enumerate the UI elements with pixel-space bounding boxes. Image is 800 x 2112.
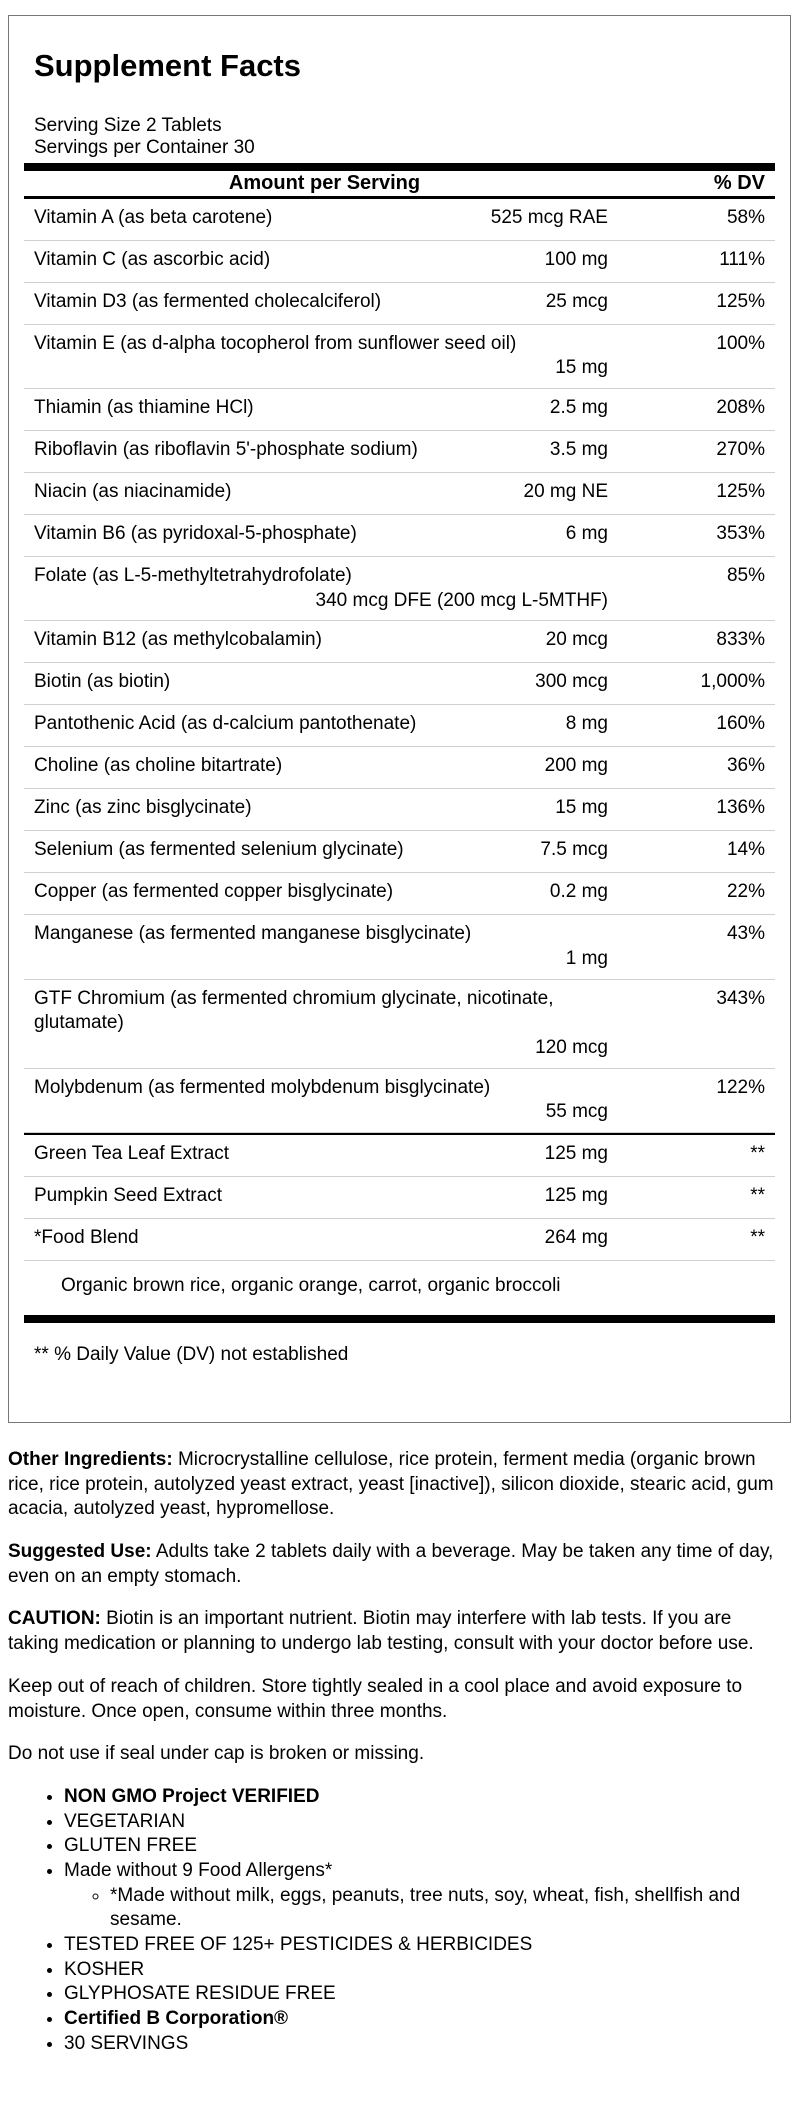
gluten-free-claim: GLUTEN FREE [64,1835,198,1857]
nutrient-row [24,241,775,283]
seal-paragraph: Do not use if seal under cap is broken or missing. [8,1743,425,1765]
nutrient-row [24,621,775,663]
serving-info [34,115,775,159]
allergens-sublist [64,1884,778,1933]
nutrient-amount: 6 mg [565,522,608,544]
bottom-divider-bar [24,1315,775,1323]
amount-per-serving-header: Amount per Serving [228,171,421,194]
nutrient-row [24,557,775,621]
nutrient-name: Vitamin E (as d-alpha tocopherol from sunflower seed oil) [34,332,517,354]
nutrient-dv: 1,000% [700,671,765,693]
nutrient-dv: 100% [716,332,765,354]
nutrient-amount: 200 mg [544,755,608,777]
list-item [110,1884,778,1933]
suggested-use-label: Suggested Use: [8,1541,152,1563]
nutrient-amount: 20 mg NE [523,480,608,502]
nutrient-name: Vitamin B6 (as pyridoxal-5-phosphate) [34,522,357,544]
list-item [64,1785,778,1810]
extract-name: Green Tea Leaf Extract [34,1143,230,1165]
extract-dv: ** [750,1185,765,1207]
nutrient-amount: 300 mcg [535,671,608,693]
other-ingredients-paragraph [8,1448,778,1522]
nutrient-row [24,663,775,705]
serving-size: Serving Size 2 Tablets [34,115,222,137]
caution-label: CAUTION: [8,1608,101,1630]
servings-claim: 30 SERVINGS [64,2032,189,2054]
nutrient-name: Pantothenic Acid (as d-calcium pantothenate) [34,713,417,735]
extract-name: Pumpkin Seed Extract [34,1185,222,1207]
list-item [64,1933,778,1958]
allergens-note: *Made without milk, eggs, peanuts, tree nuts, soy, wheat, fish, shellfish and sesame. [110,1884,741,1931]
nutrient-name: Manganese (as fermented manganese bisglycinate) [34,923,472,945]
servings-per-container: Servings per Container 30 [34,137,255,159]
nutrient-amount: 525 mcg RAE [490,206,608,228]
list-item [64,2032,778,2057]
nutrient-name: Thiamin (as thiamine HCl) [34,396,254,418]
nutrient-amount: 55 mcg [545,1101,608,1123]
storage-paragraph: Keep out of reach of children. Store tightly sealed in a cool place and avoid exposure to moisture. Once open, consume within three months. [8,1675,743,1722]
nutrient-name: Choline (as choline bitartrate) [34,755,283,777]
nutrient-dv: 43% [726,923,765,945]
suggested-use-paragraph [8,1540,778,1589]
nutrient-dv: 58% [726,206,765,228]
nutrient-name: Selenium (as fermented selenium glycinate) [34,839,404,861]
dv-header: % DV [713,171,765,194]
food-blend-description: Organic brown rice, organic orange, carrot, organic broccoli [61,1275,561,1297]
nutrient-row [24,915,775,979]
extract-dv: ** [750,1143,765,1165]
list-item [64,1834,778,1859]
list-item [64,1859,778,1933]
list-item [64,2007,778,2032]
suggested-use-text: Adults take 2 tablets daily with a beverage. May be taken any time of day, even on an empty stomach. [8,1541,774,1587]
nutrient-name: Copper (as fermented copper bisglycinate) [34,881,394,903]
nutrient-dv: 14% [726,839,765,861]
nutrient-name: GTF Chromium (as fermented chromium glycinate, nicotinate, glutamate) [34,987,554,1034]
nutrient-dv: 343% [716,987,765,1009]
nutrient-amount: 3.5 mg [549,438,608,460]
nutrient-dv: 111% [719,248,765,270]
top-divider-bar [24,163,775,171]
nutrient-amount: 25 mcg [545,290,608,312]
nutrient-row [24,789,775,831]
nutrient-row [24,431,775,473]
nutrient-dv: 208% [716,396,765,418]
nutrient-row [24,515,775,557]
extract-row [24,1135,775,1177]
extract-amount: 125 mg [544,1185,608,1207]
nutrient-amount: 15 mg [555,357,608,379]
caution-paragraph [8,1607,778,1656]
nutrient-amount: 100 mg [544,248,608,270]
caution-text: Biotin is an important nutrient. Biotin may interfere with lab tests. If you are taking medication or planning to undergo lab testing, consult with your doctor before use. [8,1608,754,1655]
nutrient-name: Vitamin B12 (as methylcobalamin) [34,629,322,651]
nutrient-name: Riboflavin (as riboflavin 5'-phosphate sodium) [34,438,418,460]
nutrient-name: Niacin (as niacinamide) [34,480,232,502]
nutrient-dv: 833% [716,629,765,651]
nutrient-dv: 22% [726,881,765,903]
glyphosate-claim: GLYPHOSATE RESIDUE FREE [64,1983,336,2005]
nutrient-name: Molybdenum (as fermented molybdenum bisglycinate) [34,1076,491,1098]
extract-rows [24,1135,775,1261]
nutrient-name: Vitamin D3 (as fermented cholecalciferol) [34,290,382,312]
kosher-claim: KOSHER [64,1958,145,1980]
nutrient-row [24,389,775,431]
nutrient-name: Biotin (as biotin) [34,671,171,693]
nutrient-row [24,1069,775,1133]
label-text-section [8,1448,778,2056]
facts-title: Supplement Facts [34,48,301,83]
other-ingredients-text: Microcrystalline cellulose, rice protein, ferment media (organic brown rice, rice protein, autolyzed yeast extract, yeast [inactive]), silicon dioxide, stearic acid, gum acacia, autolyzed yeast, hypromellose. [8,1449,774,1520]
nutrient-dv: 270% [716,438,765,460]
dv-footnote: ** % Daily Value (DV) not established [34,1344,349,1366]
facts-header-row [24,171,775,199]
nutrient-dv: 160% [716,713,765,735]
nutrient-dv: 125% [716,290,765,312]
nutrient-name: Vitamin C (as ascorbic acid) [34,248,271,270]
nutrient-row [24,831,775,873]
nutrient-dv: 136% [716,797,765,819]
nutrient-dv: 85% [726,564,765,586]
nutrient-row [24,873,775,915]
non-gmo-claim: NON GMO Project VERIFIED [64,1785,320,1807]
extract-row [24,1219,775,1261]
nutrient-row [24,705,775,747]
b-corp-claim: Certified B Corporation® [64,2008,289,2030]
extract-amount: 125 mg [544,1143,608,1165]
nutrient-amount: 8 mg [565,713,608,735]
nutrient-dv: 353% [716,522,765,544]
nutrient-amount: 340 mcg DFE (200 mcg L-5MTHF) [315,589,608,611]
nutrient-name: Folate (as L-5-methyltetrahydrofolate) [34,564,352,586]
nutrient-row [24,199,775,241]
nutrient-amount: 0.2 mg [549,881,608,903]
extract-amount: 264 mg [544,1227,608,1249]
allergens-claim: Made without 9 Food Allergens* [64,1859,333,1881]
nutrient-amount: 120 mcg [535,1037,608,1059]
claims-list [8,1785,778,2057]
nutrient-name: Vitamin A (as beta carotene) [34,206,273,228]
nutrient-dv: 125% [716,480,765,502]
nutrient-amount: 20 mcg [545,629,608,651]
supplement-facts-panel [8,15,791,1423]
nutrient-row [24,283,775,325]
nutrient-row [24,980,775,1069]
nutrient-name: Zinc (as zinc bisglycinate) [34,797,252,819]
pesticides-claim: TESTED FREE OF 125+ PESTICIDES & HERBICIDES [64,1934,533,1955]
list-item [64,1810,778,1835]
extract-name: *Food Blend [34,1227,139,1249]
nutrient-rows [24,199,775,1134]
nutrient-amount: 1 mg [565,947,608,969]
nutrient-dv: 36% [726,755,765,777]
list-item [64,1982,778,2007]
other-ingredients-label: Other Ingredients: [8,1449,173,1470]
vegetarian-claim: VEGETARIAN [64,1810,186,1832]
extract-row [24,1177,775,1219]
nutrient-dv: 122% [716,1076,765,1098]
nutrient-amount: 2.5 mg [549,396,608,418]
nutrient-row [24,747,775,789]
extract-dv: ** [750,1227,765,1249]
nutrient-amount: 15 mg [555,797,608,819]
list-item [64,1958,778,1983]
nutrient-row [24,473,775,515]
nutrient-row [24,325,775,389]
nutrient-amount: 7.5 mcg [540,839,608,861]
